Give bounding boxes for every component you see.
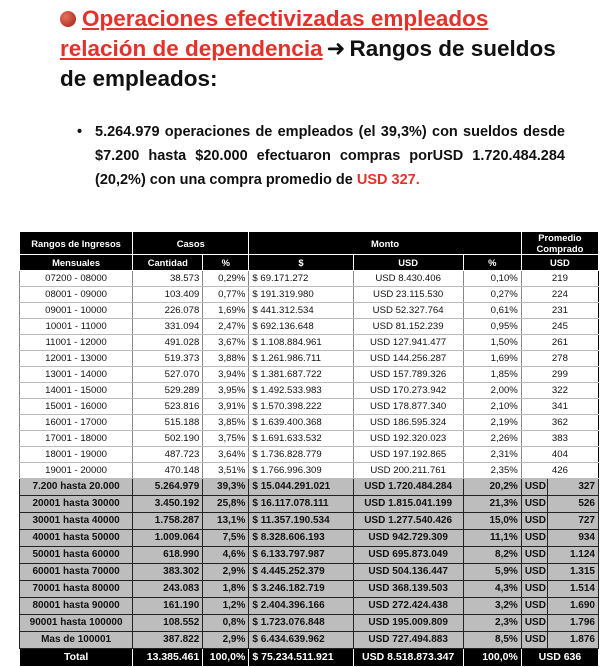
header-rangos: Rangos de Ingresos [20,232,133,255]
table-row-grouped [20,598,599,615]
cell-cantidad: 519.373 [133,351,203,367]
cell-pct2: 0,95% [463,319,521,335]
cell-pct2: 2,19% [463,415,521,431]
cell-currency: USD [521,513,547,530]
cell-rango: 16001 - 17000 [20,415,133,431]
cell-currency: USD [521,547,547,564]
cell-cantidad: 502.190 [133,431,203,447]
cell-pct: 1,8% [203,581,249,598]
cell-cantidad: 103.409 [133,287,203,303]
cell-pct2: 2,31% [463,447,521,463]
cell-usd: USD 272.424.438 [353,598,463,615]
cell-usd: USD 197.192.865 [353,447,463,463]
cell-cantidad: 331.094 [133,319,203,335]
table-row-grouped [20,581,599,598]
header-pct: % [203,255,249,271]
cell-rango: 50001 hasta 60000 [20,547,133,564]
cell-usd: USD 144.256.287 [353,351,463,367]
header-promedio: Promedio Comprado [521,232,598,255]
cell-pct2: 8,5% [463,632,521,649]
cell-promedio: 224 [521,287,598,303]
cell-currency: USD [521,615,547,632]
cell-pesos: $ 441.312.534 [249,303,353,319]
cell-pct: 4,6% [203,547,249,564]
cell-pct: 1,2% [203,598,249,615]
cell-rango: 80001 hasta 90000 [20,598,133,615]
cell-usd: USD 1.720.484.284 [353,479,463,496]
cell-cantidad: 383.302 [133,564,203,581]
cell-rango: 10001 - 11000 [20,319,133,335]
cell-pct: 13,1% [203,513,249,530]
table-row-grouped [20,615,599,632]
cell-usd: USD 127.941.477 [353,335,463,351]
cell-promedio: 1.124 [547,547,598,564]
cell-usd: USD 192.320.023 [353,431,463,447]
cell-pesos: $ 16.117.078.111 [249,496,353,513]
cell-usd: USD 8.430.406 [353,271,463,287]
cell-rango: 07200 - 08000 [20,271,133,287]
cell-cantidad: 523.816 [133,399,203,415]
cell-promedio: 299 [521,367,598,383]
cell-pesos: $ 6.133.797.987 [249,547,353,564]
cell-promedio: 1.514 [547,581,598,598]
cell-pct: 3,91% [203,399,249,415]
cell-currency: USD [521,564,547,581]
table-row-grouped [20,513,599,530]
cell-promedio: 404 [521,447,598,463]
cell-pesos: $ 11.357.190.534 [249,513,353,530]
cell-cantidad: 3.450.192 [133,496,203,513]
table-row-grouped [20,530,599,547]
table-row [20,399,599,415]
cell-pesos: $ 1.492.533.983 [249,383,353,399]
cell-pesos: $ 3.246.182.719 [249,581,353,598]
income-ranges-table [19,231,599,667]
table-row [20,351,599,367]
cell-usd: USD 195.009.809 [353,615,463,632]
cell-rango: 15001 - 16000 [20,399,133,415]
cell-cantidad: 108.552 [133,615,203,632]
cell-pct: 39,3% [203,479,249,496]
cell-pesos: $ 1.639.400.368 [249,415,353,431]
cell-promedio: 327 [547,479,598,496]
cell-pct2: 15,0% [463,513,521,530]
cell-usd: USD 23.115.530 [353,287,463,303]
cell-usd: USD 170.273.942 [353,383,463,399]
heading-black-text: Rangos de sueldos de empleados: [60,36,556,91]
table-row-total [20,649,599,667]
cell-currency: USD [521,479,547,496]
cell-rango: 60001 hasta 70000 [20,564,133,581]
table-row [20,447,599,463]
cell-pct2: 0,61% [463,303,521,319]
table-row [20,319,599,335]
header-monto: Monto [249,232,521,255]
cell-rango: 17001 - 18000 [20,431,133,447]
cell-pct: 7,5% [203,530,249,547]
cell-usd: USD 186.595.324 [353,415,463,431]
cell-usd: USD 178.877.340 [353,399,463,415]
table-row-grouped [20,479,599,496]
cell-cantidad: 487.723 [133,447,203,463]
cell-rango: 7.200 hasta 20.000 [20,479,133,496]
table-row [20,271,599,287]
bullet-text: 5.264.979 operaciones de empleados (el 39,3%) con sueldos desde $7.200 hasta $20.000 efectuaron compras porUSD 1.720.484.284 (20,2%) con una compra promedio de [95,124,565,188]
cell-cantidad: 1.758.287 [133,513,203,530]
cell-pct2: 1,85% [463,367,521,383]
table-row-grouped [20,496,599,513]
bullet-point [77,120,565,192]
cell-pesos: $ 1.570.398.222 [249,399,353,415]
cell-pesos: $ 1.108.884.961 [249,335,353,351]
cell-pesos: $ 1.723.076.848 [249,615,353,632]
cell-promedio: 341 [521,399,598,415]
cell-usd: USD 81.152.239 [353,319,463,335]
cell-pct: 0,77% [203,287,249,303]
right-arrow-icon: ➜ [326,36,346,61]
cell-pct2: 3,2% [463,598,521,615]
cell-pesos: $ 191.319.980 [249,287,353,303]
cell-pct: 0,29% [203,271,249,287]
header-casos: Casos [133,232,249,255]
cell-rango: 90001 hasta 100000 [20,615,133,632]
cell-cantidad: 243.083 [133,581,203,598]
cell-rango: 18001 - 19000 [20,447,133,463]
page-heading [60,4,580,94]
cell-cantidad: 1.009.064 [133,530,203,547]
cell-usd: USD 1.277.540.426 [353,513,463,530]
cell-promedio: 322 [521,383,598,399]
cell-rango: 11001 - 12000 [20,335,133,351]
cell-promedio: 383 [521,431,598,447]
cell-promedio: 231 [521,303,598,319]
cell-pesos: $ 1.766.996.309 [249,463,353,479]
table-row-grouped [20,564,599,581]
cell-rango: 09001 - 10000 [20,303,133,319]
cell-promedio: 727 [547,513,598,530]
cell-promedio: 934 [547,530,598,547]
cell-cantidad: 618.990 [133,547,203,564]
cell-pct: 0,8% [203,615,249,632]
bullet-marker-icon: • [77,124,83,140]
cell-promedio: 1.690 [547,598,598,615]
cell-cantidad: 470.148 [133,463,203,479]
cell-usd: USD 504.136.447 [353,564,463,581]
cell-promedio: 1.315 [547,564,598,581]
cell-pct2: 2,26% [463,431,521,447]
cell-cantidad: 529.289 [133,383,203,399]
cell-total-pesos: $ 75.234.511.921 [249,649,353,667]
cell-pct: 25,8% [203,496,249,513]
cell-currency: USD [521,581,547,598]
cell-pct: 1,69% [203,303,249,319]
cell-currency: USD [521,632,547,649]
header-mensuales: Mensuales [20,255,133,271]
cell-cantidad: 161.190 [133,598,203,615]
cell-pct2: 20,2% [463,479,521,496]
heading-red-text: Operaciones efectivizadas empleados relación de dependencia [60,6,489,61]
bullet-highlight: USD 327. [356,172,420,188]
cell-usd: USD 368.139.503 [353,581,463,598]
cell-rango: 13001 - 14000 [20,367,133,383]
cell-pesos: $ 69.171.272 [249,271,353,287]
table-row-grouped [20,632,599,649]
cell-pct: 2,47% [203,319,249,335]
cell-rango: Mas de 100001 [20,632,133,649]
table-row-grouped [20,547,599,564]
cell-promedio: 278 [521,351,598,367]
cell-pct2: 4,3% [463,581,521,598]
cell-pct2: 2,00% [463,383,521,399]
cell-cantidad: 5.264.979 [133,479,203,496]
red-bullet-icon [60,11,76,27]
cell-pesos: $ 15.044.291.021 [249,479,353,496]
cell-promedio: 426 [521,463,598,479]
cell-pesos: $ 1.381.687.722 [249,367,353,383]
cell-pct: 3,95% [203,383,249,399]
cell-pesos: $ 4.445.252.379 [249,564,353,581]
cell-cantidad: 226.078 [133,303,203,319]
cell-rango: 70001 hasta 80000 [20,581,133,598]
cell-promedio: 1.876 [547,632,598,649]
cell-promedio: 526 [547,496,598,513]
header-usd: USD [353,255,463,271]
cell-pesos: $ 1.691.633.532 [249,431,353,447]
cell-pct2: 0,10% [463,271,521,287]
cell-total-promedio: USD 636 [521,649,598,667]
cell-pesos: $ 2.404.396.166 [249,598,353,615]
cell-currency: USD [521,598,547,615]
cell-pct: 3,67% [203,335,249,351]
cell-pct: 3,85% [203,415,249,431]
header-pesos: $ [249,255,353,271]
cell-pct: 3,88% [203,351,249,367]
table-row [20,431,599,447]
table-row [20,335,599,351]
cell-pct: 3,75% [203,431,249,447]
cell-cantidad: 515.188 [133,415,203,431]
cell-usd: USD 200.211.761 [353,463,463,479]
cell-pct2: 0,27% [463,287,521,303]
cell-rango: 14001 - 15000 [20,383,133,399]
cell-pesos: $ 692.136.648 [249,319,353,335]
cell-pct: 3,64% [203,447,249,463]
cell-total-usd: USD 8.518.873.347 [353,649,463,667]
header-cantidad: Cantidad [133,255,203,271]
cell-pct2: 21,3% [463,496,521,513]
cell-pct: 3,51% [203,463,249,479]
cell-pct2: 5,9% [463,564,521,581]
cell-usd: USD 727.494.883 [353,632,463,649]
cell-cantidad: 38.573 [133,271,203,287]
cell-pesos: $ 1.261.986.711 [249,351,353,367]
table-row [20,287,599,303]
cell-usd: USD 695.873.049 [353,547,463,564]
cell-promedio: 219 [521,271,598,287]
table-row [20,415,599,431]
cell-cantidad: 527.070 [133,367,203,383]
cell-pct: 2,9% [203,632,249,649]
cell-pct2: 1,50% [463,335,521,351]
cell-rango: 30001 hasta 40000 [20,513,133,530]
cell-usd: USD 157.789.326 [353,367,463,383]
cell-rango: 40001 hasta 50000 [20,530,133,547]
cell-rango: 19001 - 20000 [20,463,133,479]
table-row [20,367,599,383]
cell-pct2: 2,3% [463,615,521,632]
cell-usd: USD 1.815.041.199 [353,496,463,513]
cell-promedio: 362 [521,415,598,431]
cell-cantidad: 387.822 [133,632,203,649]
cell-total-label: Total [20,649,133,667]
cell-pct2: 2,10% [463,399,521,415]
cell-usd: USD 52.327.764 [353,303,463,319]
cell-pesos: $ 1.736.828.779 [249,447,353,463]
cell-promedio: 245 [521,319,598,335]
cell-cantidad: 491.028 [133,335,203,351]
table-row [20,303,599,319]
cell-pesos: $ 6.434.639.962 [249,632,353,649]
cell-pct2: 11,1% [463,530,521,547]
cell-pct: 3,94% [203,367,249,383]
cell-total-pct2: 100,0% [463,649,521,667]
cell-total-cantidad: 13.385.461 [133,649,203,667]
cell-pct2: 8,2% [463,547,521,564]
cell-rango: 08001 - 09000 [20,287,133,303]
cell-pct2: 1,69% [463,351,521,367]
header-usd2: USD [521,255,598,271]
header-pct2: % [463,255,521,271]
cell-pct2: 2,35% [463,463,521,479]
cell-usd: USD 942.729.309 [353,530,463,547]
cell-pesos: $ 8.328.606.193 [249,530,353,547]
cell-pct: 2,9% [203,564,249,581]
cell-currency: USD [521,496,547,513]
cell-promedio: 1.796 [547,615,598,632]
cell-promedio: 261 [521,335,598,351]
cell-total-pct: 100,0% [203,649,249,667]
cell-currency: USD [521,530,547,547]
table-row [20,383,599,399]
cell-rango: 12001 - 13000 [20,351,133,367]
cell-rango: 20001 hasta 30000 [20,496,133,513]
table-row [20,463,599,479]
